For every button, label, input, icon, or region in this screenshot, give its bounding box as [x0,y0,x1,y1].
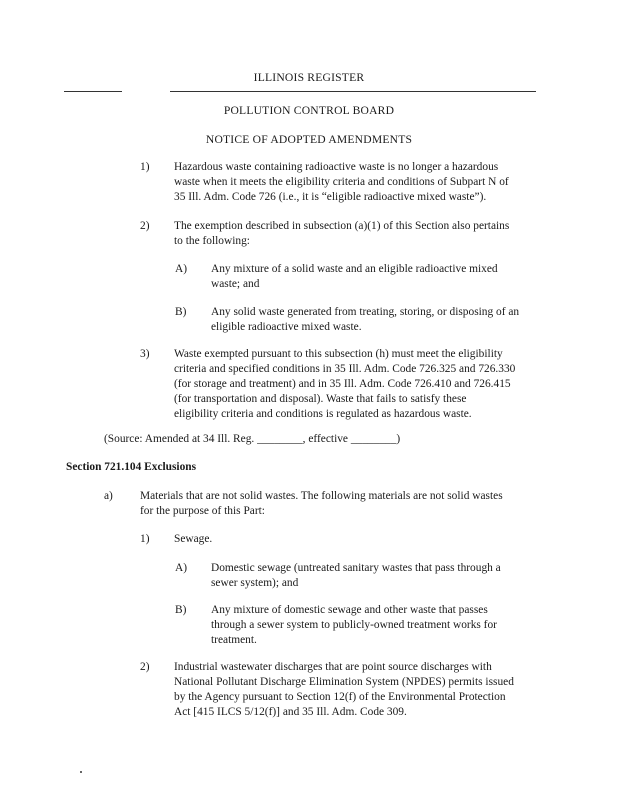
subsection-a-label: a) [104,490,113,502]
register-title: ILLINOIS REGISTER [253,71,365,84]
subsection-a1a-label: A) [175,562,188,574]
notice-title: NOTICE OF ADOPTED AMENDMENTS [205,133,413,146]
section-heading: Section 721.104 Exclusions [66,461,197,473]
subsection-a1b-label: B) [175,604,187,616]
item-1-label: 1) [140,161,150,173]
subsection-a1-text: Sewage. [174,533,213,545]
subsection-a2-label: 2) [140,661,150,673]
subsection-a2-text: Industrial wastewater discharges that are point source discharges with National Pollutant Discharge Elimination System (NPDES) permits issued by the Agency pursuant to Section 12(f) of the Environmental Protection Act [415 ILCS 5/12(f)] and 35 Ill. Adm. Code 309. [174,661,514,718]
item-1-text: Hazardous waste containing radioactive waste is no longer a hazardous waste when it meets the eligibility criteria and conditions of Subpart N of 35 Ill. Adm. Code 726 (i.e., it is “eligible radioactive mixed waste”). [174,161,509,203]
header-rule-right [170,91,536,92]
item-3-text: Waste exempted pursuant to this subsection (h) must meet the eligibility criteria and specified conditions in 35 Ill. Adm. Code 726.325 and 726.330 (for storage and treatment) and in 35 Ill. Adm. Code 726.410 and 726.415 (for transportation and disposal). Waste that fails to satisfy these eligibility criteria and conditions is regulated as hazardous waste. [174,348,516,420]
subsection-a1-label: 1) [140,533,150,545]
scan-speck [80,771,82,773]
item-2a-label: A) [175,263,188,275]
subsection-a1a-text: Domestic sewage (untreated sanitary wastes that pass through a sewer system); and [211,562,501,589]
subsection-a1b-text: Any mixture of domestic sewage and other waste that passes through a sewer system to publicly-owned treatment works for treatment. [211,604,497,646]
item-2-text: The exemption described in subsection (a)(1) of this Section also pertains to the following: [174,220,510,247]
item-2-label: 2) [140,220,150,232]
item-3-label: 3) [140,348,150,360]
source-note: (Source: Amended at 34 Ill. Reg. ________, effective ________) [104,433,401,445]
item-2b-label: B) [175,306,187,318]
header-rule-left [64,91,122,92]
subsection-a-text: Materials that are not solid wastes. The following materials are not solid wastes for the purpose of this Part: [140,490,503,517]
item-2b-text: Any solid waste generated from treating, storing, or disposing of an eligible radioactive mixed waste. [211,306,520,333]
board-title: POLLUTION CONTROL BOARD [223,104,395,117]
item-2a-text: Any mixture of a solid waste and an eligible radioactive mixed waste; and [211,263,498,290]
